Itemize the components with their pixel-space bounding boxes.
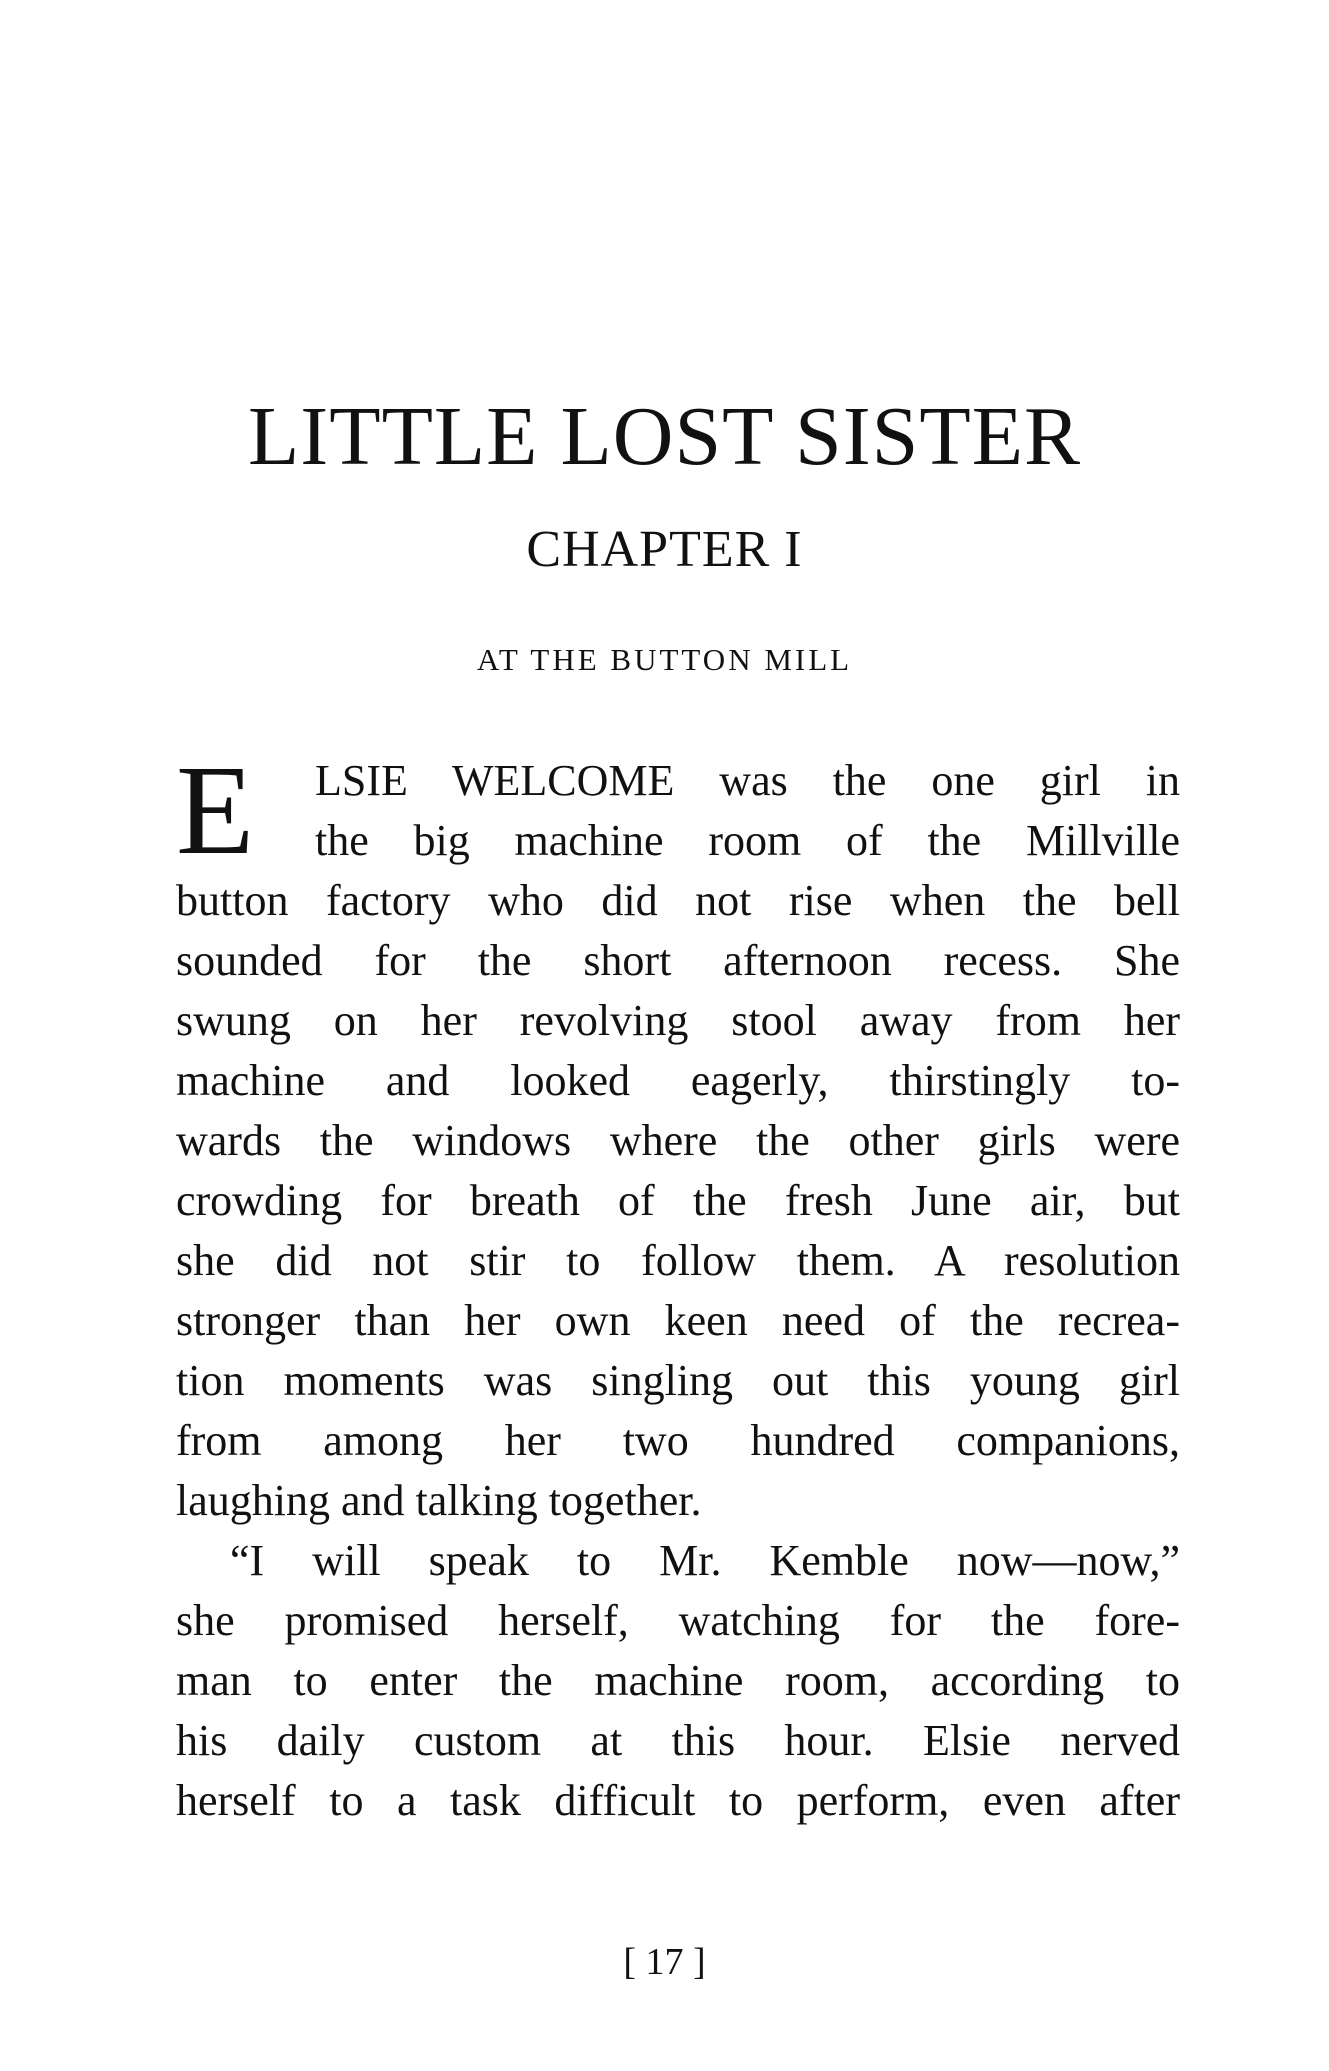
drop-cap: E: [176, 739, 255, 881]
body-line: tion moments was singling out this young girl: [176, 1356, 1180, 1405]
body-line: button factory who did not rise when the bell: [176, 876, 1180, 925]
body-line: “I will speak to Mr. Kemble now—now,”: [230, 1536, 1180, 1585]
body-line: she did not stir to follow them. A resolution: [176, 1236, 1180, 1285]
body-line: crowding for breath of the fresh June air, but: [176, 1176, 1180, 1225]
body-line: wards the windows where the other girls were: [176, 1116, 1180, 1165]
body-line: laughing and talking together.: [176, 1476, 702, 1525]
body-line: she promised herself, watching for the fore-: [176, 1596, 1180, 1645]
body-line: man to enter the machine room, according to: [176, 1656, 1180, 1705]
body-line: herself to a task difficult to perform, even after: [176, 1776, 1180, 1825]
body-line: his daily custom at this hour. Elsie nerved: [176, 1716, 1180, 1765]
body-line: LSIE WELCOME was the one girl in: [315, 756, 1180, 805]
body-line: from among her two hundred companions,: [176, 1416, 1180, 1465]
page-number: [ 17 ]: [623, 1941, 706, 1983]
body-line: machine and looked eagerly, thirstingly to-: [176, 1056, 1180, 1105]
body-line: sounded for the short afternoon recess. She: [176, 936, 1180, 985]
body-line: stronger than her own keen need of the recrea-: [176, 1296, 1180, 1345]
body-line: the big machine room of the Millville: [315, 816, 1180, 865]
chapter-subtitle: AT THE BUTTON MILL: [476, 642, 853, 677]
body-line: swung on her revolving stool away from her: [176, 996, 1180, 1045]
chapter-heading: CHAPTER I: [526, 521, 803, 578]
book-title: LITTLE LOST SISTER: [247, 390, 1082, 483]
